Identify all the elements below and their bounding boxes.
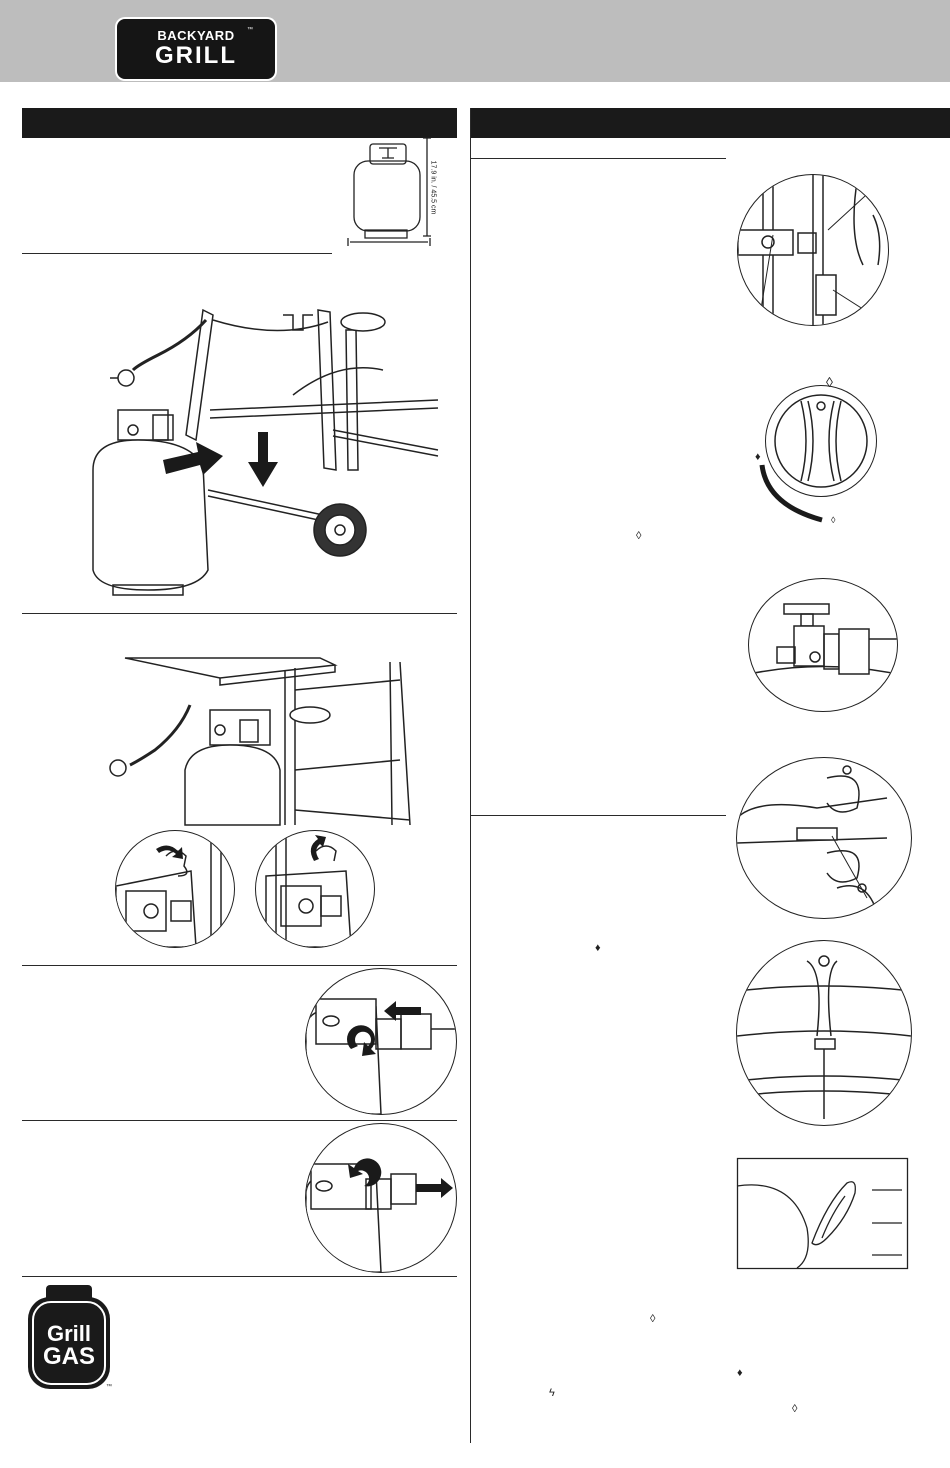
logo-brand-line2: GRILL [155,42,237,69]
spark-icon: ϟ [549,1387,555,1399]
badge-line2: GAS [42,1343,95,1370]
knob-rotation-arrow [752,445,842,525]
flame-outline-icon: ◊ [826,374,833,390]
flame-filled-icon: ♦ [755,451,761,463]
flame-filled-icon: ♦ [595,942,601,954]
page-header [0,0,950,82]
grill-gas-badge [24,1283,114,1391]
flame-outline-icon: ◊ [831,515,836,525]
tank-installation-illustration [78,300,448,600]
left-divider-1 [22,253,332,254]
burner-detail-circle [736,757,912,919]
badge-line1: Grill [46,1321,91,1346]
regulator-disconnect-circle [305,1123,457,1273]
ignitor-detail-circle [736,940,912,1126]
flame-filled-icon: ♦ [737,1367,743,1379]
valve-detail-circle [737,174,889,326]
backyard-grill-logo [119,21,273,77]
flame-outline-icon: ◊ [636,530,642,542]
right-section-bar [471,108,950,138]
tank-height-label: 17.9 in. / 45.5 cm [429,160,437,215]
flame-outline-icon: ◊ [650,1313,656,1325]
right-divider-2 [471,815,726,816]
left-divider-5 [22,1276,457,1277]
left-divider-4 [22,1120,457,1121]
flame-pattern-diagram [737,1158,909,1270]
tank-under-shelf-illustration [100,650,440,830]
badge-trademark: ™ [106,1384,112,1390]
logo-trademark: ™ [247,27,253,33]
logo-brand-line1: BACKYARD [157,28,235,43]
tank-valve-circle [748,578,898,712]
hook-detail-circle-left [115,830,235,948]
right-divider-1 [471,158,726,159]
column-divider [470,108,471,1443]
left-section-bar [22,108,457,138]
left-divider-3 [22,965,457,966]
regulator-connect-circle [305,968,457,1115]
hook-detail-circle-right [255,830,375,948]
flame-outline-icon: ◊ [792,1403,798,1415]
left-divider-2 [22,613,457,614]
